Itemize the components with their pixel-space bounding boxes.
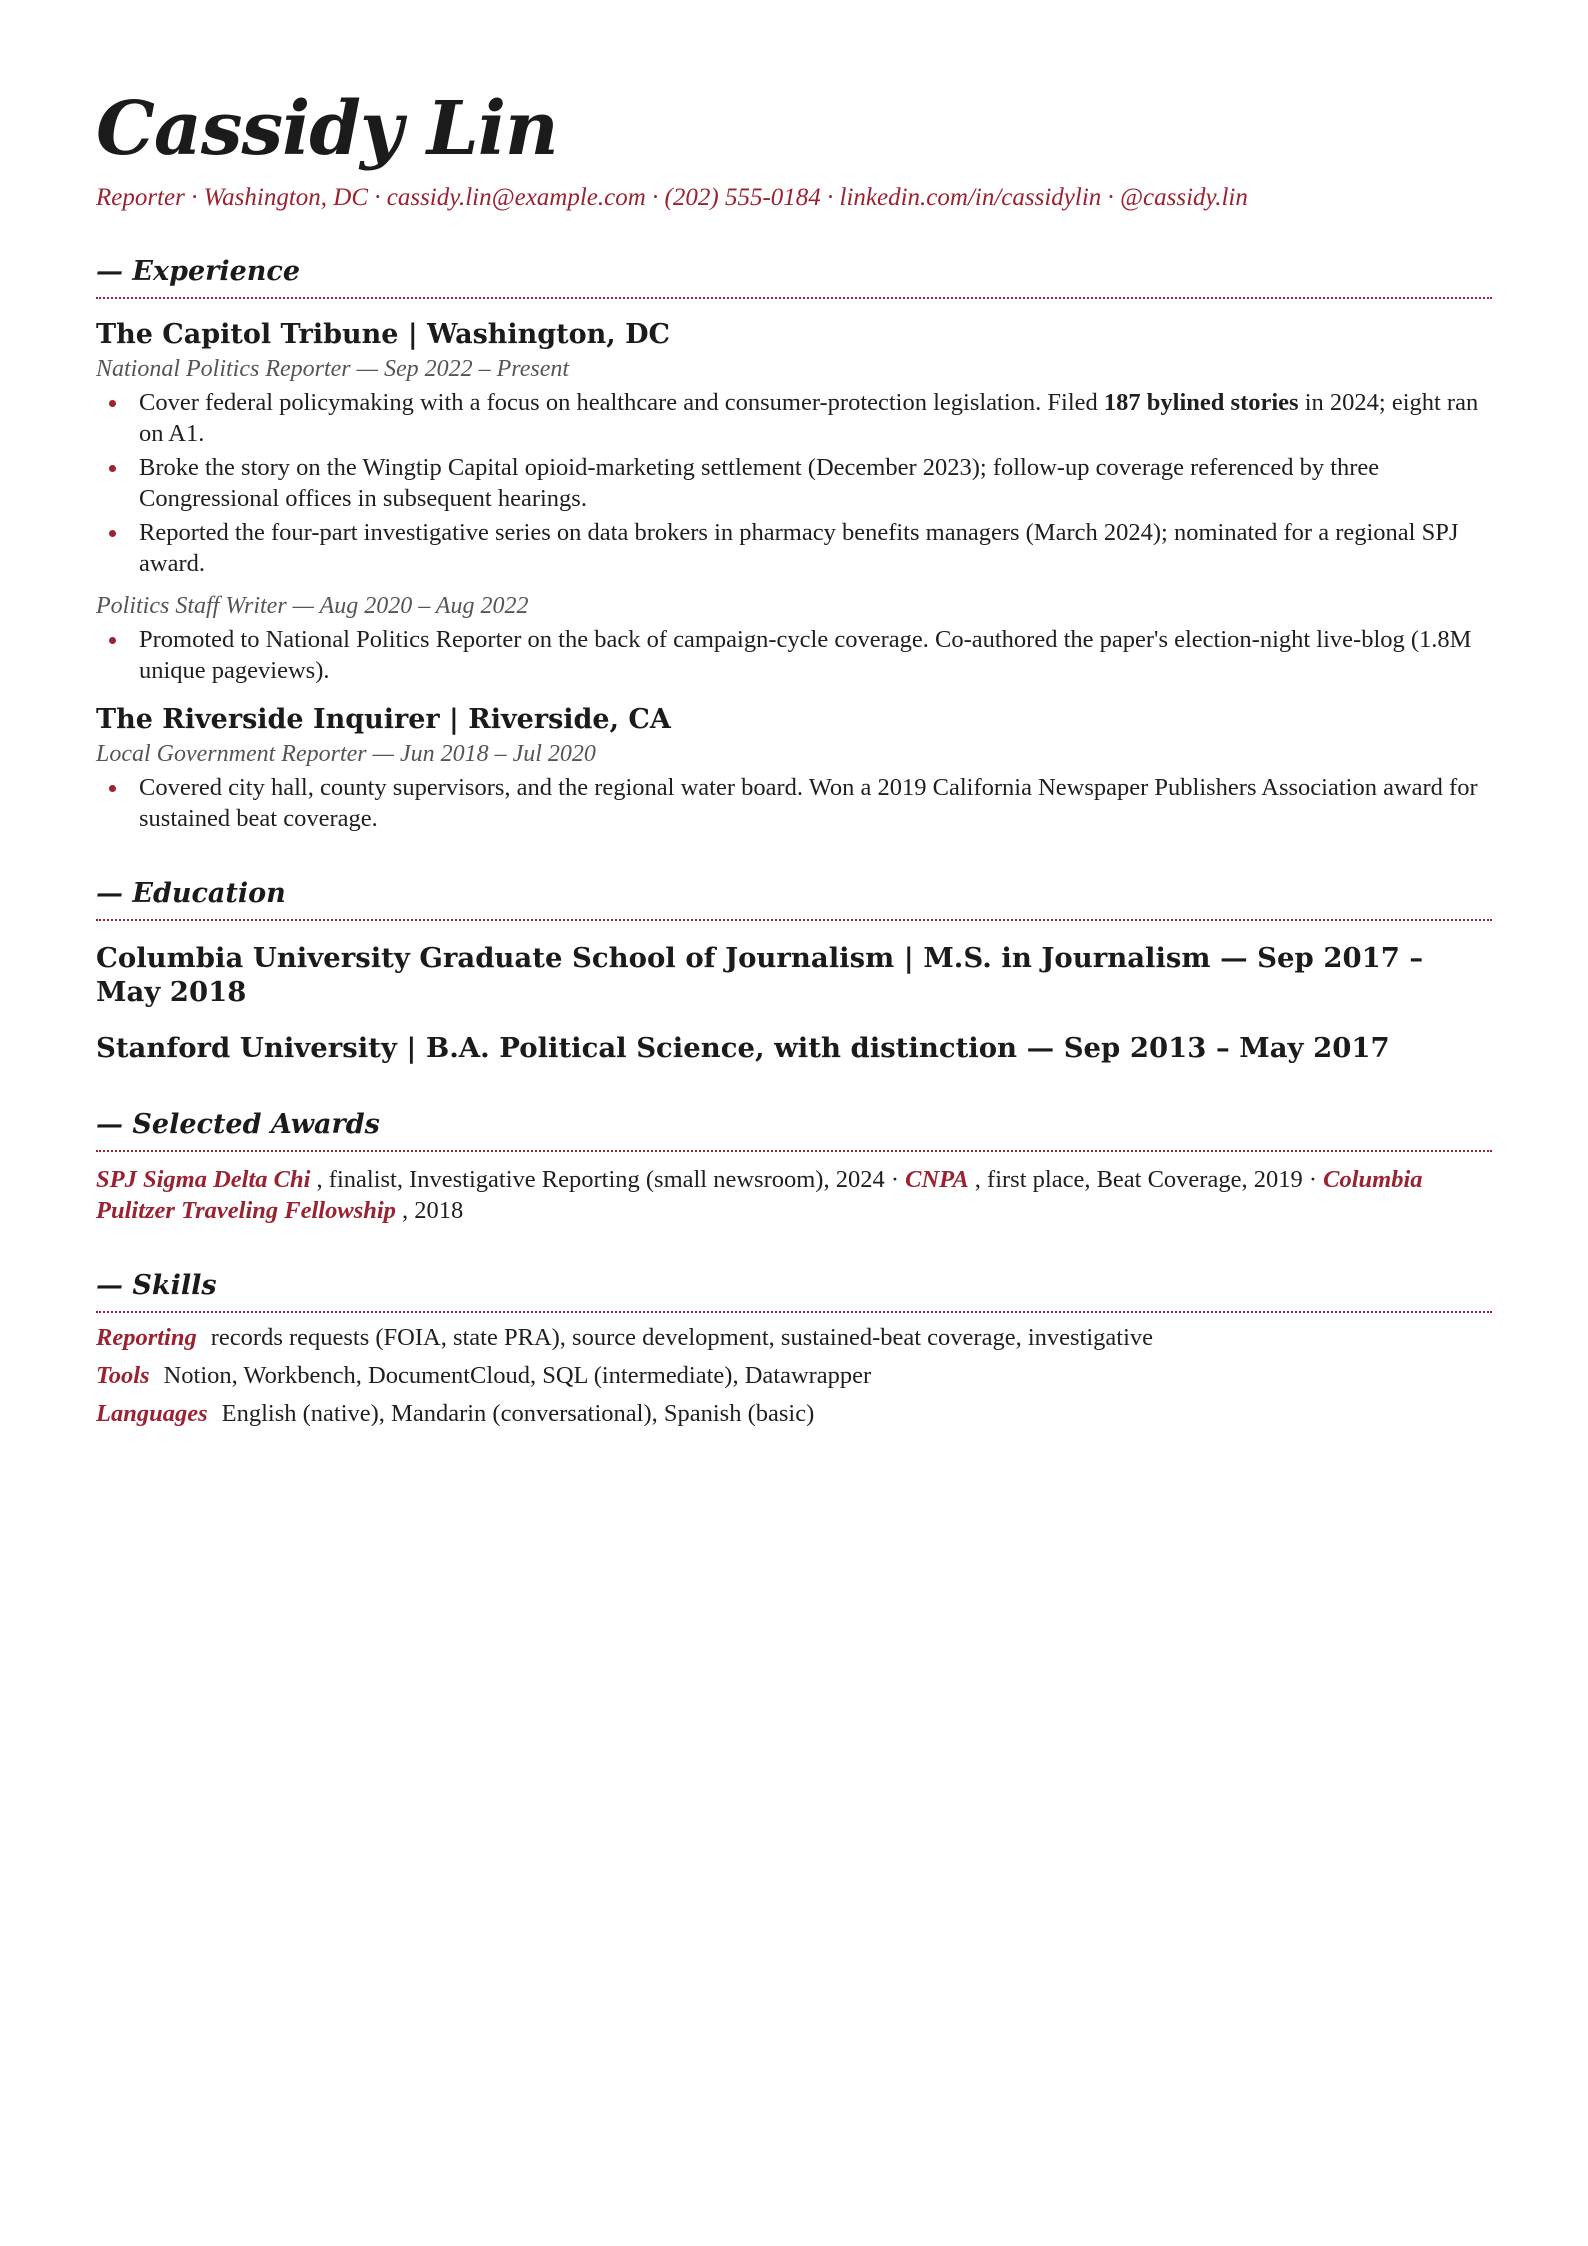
- awards-list: [96, 1164, 1492, 1226]
- education-section: [96, 878, 1492, 1065]
- bullet-highlight: 187 bylined stories: [1103, 389, 1299, 416]
- job-bullets: [96, 772, 1492, 834]
- contact-line: Reporter · Washington, DC · cassidy.lin@example.com · (202) 555-0184 · linkedin.com/in/cassidylin · @cassidy.lin: [96, 184, 1248, 211]
- bullet-item: Broke the story on the Wingtip Capital opioid-marketing settlement (December 2023); follow-up coverage referenced by three Congressional offices in subsequent hearings.: [96, 452, 1492, 514]
- candidate-name: Cassidy Lin: [96, 86, 558, 172]
- job-role: Politics Staff Writer — Aug 2020 – Aug 2022: [96, 593, 529, 619]
- award-separator: ·: [884, 1166, 906, 1193]
- award-detail: , first place, Beat Coverage, 2019: [968, 1166, 1303, 1193]
- job-bullets: [96, 624, 1492, 686]
- bullet-text: Cover federal policymaking with a focus on healthcare and consumer-protection legislation. Filed: [139, 389, 1104, 416]
- job-org: The Riverside Inquirer | Riverside, CA: [96, 704, 671, 735]
- skill-label: Languages: [96, 1400, 208, 1427]
- education-entry: Columbia University Graduate School of Journalism | M.S. in Journalism — Sep 2017 – May 2018: [96, 942, 1424, 1008]
- skill-row: [96, 1357, 1492, 1395]
- job-org: The Capitol Tribune | Washington, DC: [96, 319, 670, 350]
- skills-list: [96, 1319, 1492, 1433]
- skill-value: English (native), Mandarin (conversational), Spanish (basic): [221, 1400, 815, 1427]
- skill-value: records requests (FOIA, state PRA), source development, sustained-beat coverage, investigative: [210, 1324, 1154, 1351]
- skills-section: [96, 1270, 1492, 1433]
- award-separator: ·: [1302, 1166, 1324, 1193]
- skill-value: Notion, Workbench, DocumentCloud, SQL (intermediate), Datawrapper: [163, 1362, 872, 1389]
- award-detail: , 2018: [395, 1197, 464, 1224]
- skill-label: Reporting: [96, 1324, 197, 1351]
- education-heading: — Education: [96, 878, 1492, 921]
- bullet-item: Promoted to National Politics Reporter on the back of campaign-cycle coverage. Co-authored the paper's election-night live-blog (1.8M unique pageviews).: [96, 624, 1492, 686]
- award-detail: , finalist, Investigative Reporting (small newsroom), 2024: [310, 1166, 885, 1193]
- skill-label: Tools: [96, 1362, 150, 1389]
- experience-heading: — Experience: [96, 256, 1492, 299]
- skills-heading: — Skills: [96, 1270, 1492, 1313]
- skill-row: [96, 1395, 1492, 1433]
- award-name: Columbia Pulitzer Traveling Fellowship: [96, 1166, 1423, 1224]
- award-name: CNPA: [905, 1166, 969, 1193]
- award-name: SPJ Sigma Delta Chi: [96, 1166, 311, 1193]
- skill-row: [96, 1319, 1492, 1357]
- job-bullets: [96, 387, 1492, 579]
- job-capitol-tribune: [96, 319, 1492, 686]
- job-riverside-inquirer: [96, 704, 1492, 834]
- bullet-text: in 2024; eight ran on A1.: [139, 389, 1479, 447]
- job-role: Local Government Reporter — Jun 2018 – Jul 2020: [96, 741, 596, 767]
- education-entry: Stanford University | B.A. Political Science, with distinction — Sep 2013 – May 2017: [96, 1032, 1390, 1064]
- experience-section: [96, 256, 1492, 834]
- bullet-item: [96, 387, 1492, 449]
- bullet-item: Reported the four-part investigative series on data brokers in pharmacy benefits managers (March 2024); nominated for a regional SPJ award.: [96, 517, 1492, 579]
- job-role: National Politics Reporter — Sep 2022 – Present: [96, 356, 570, 382]
- bullet-item: Covered city hall, county supervisors, and the regional water board. Won a 2019 California Newspaper Publishers Association award for sustained beat coverage.: [96, 772, 1492, 834]
- awards-section: [96, 1109, 1492, 1226]
- awards-heading: — Selected Awards: [96, 1109, 1492, 1152]
